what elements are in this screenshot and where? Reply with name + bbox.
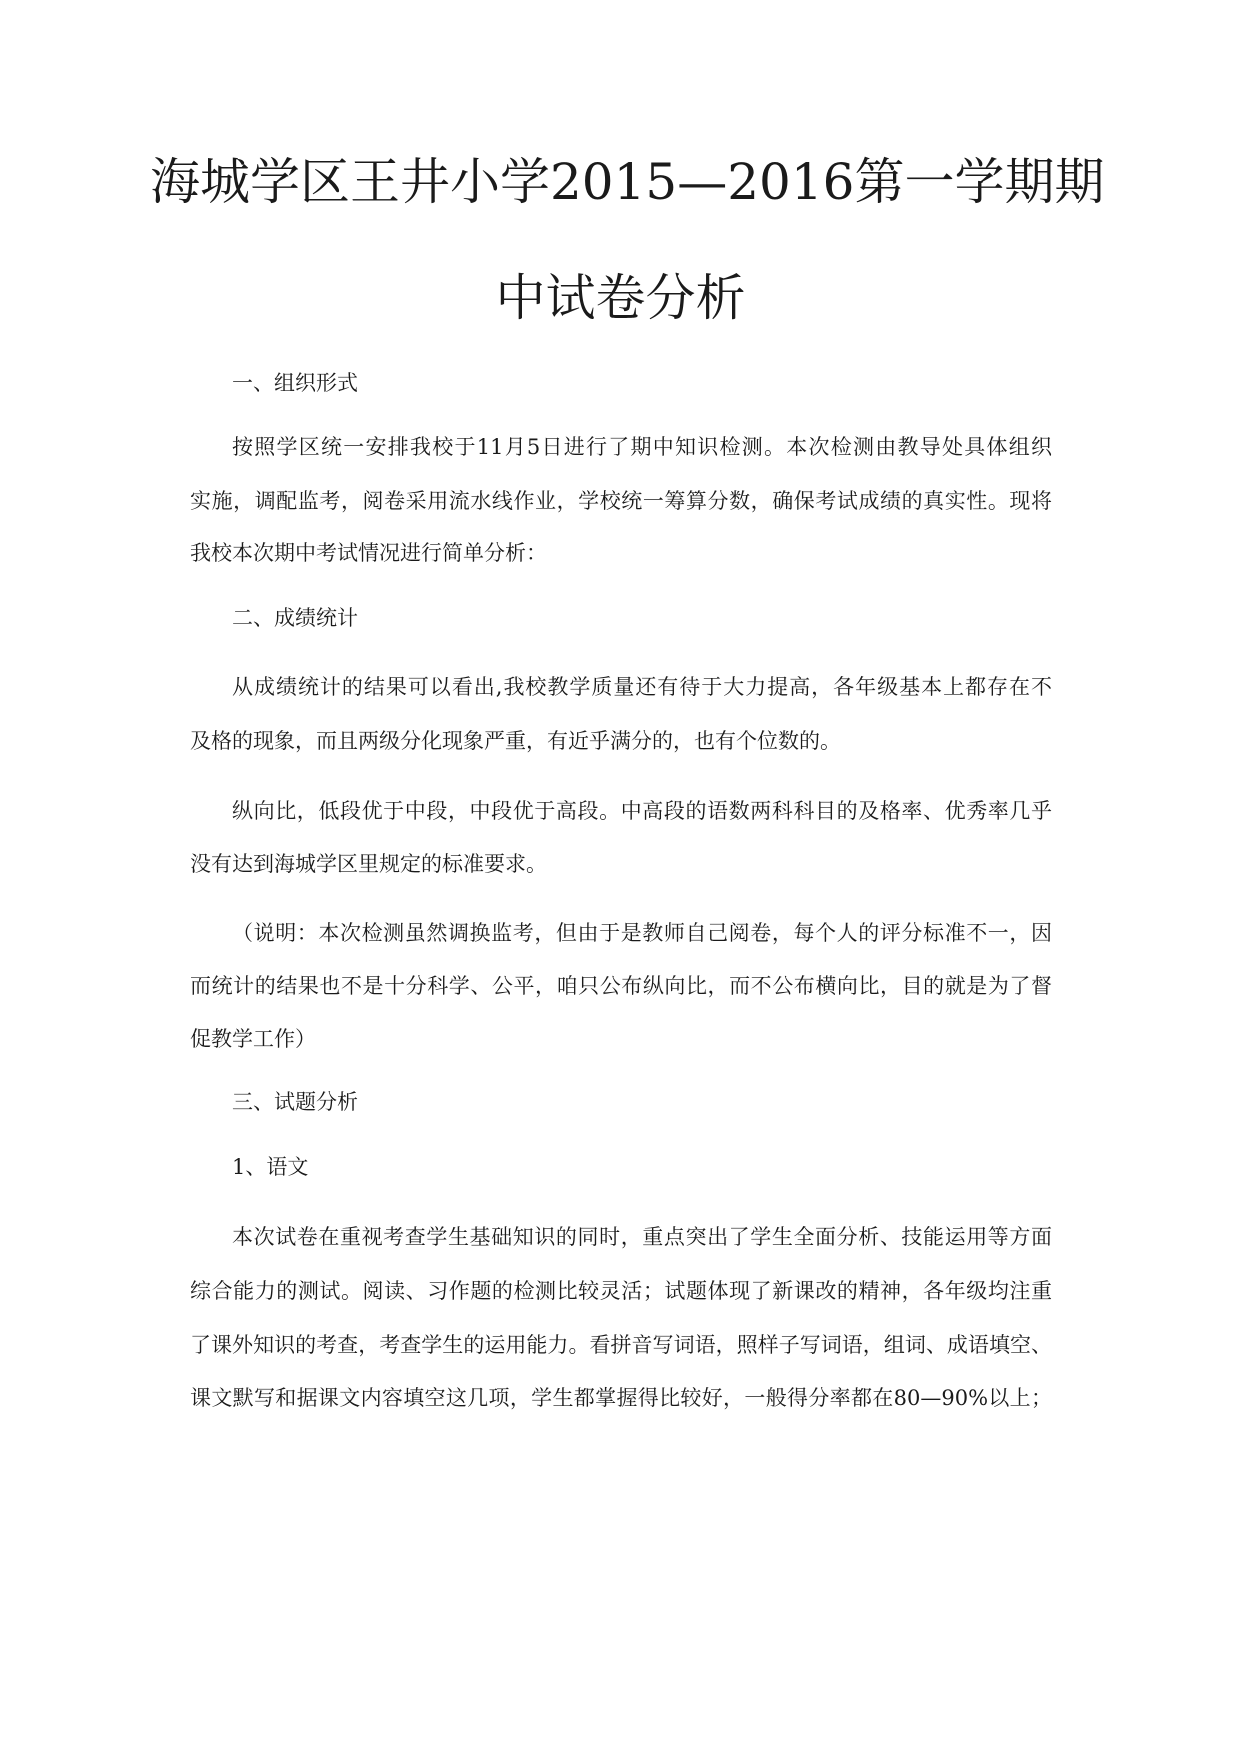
paragraph-line: 我校本次期中考试情况进行简单分析： [190, 541, 547, 565]
paragraph-line: 没有达到海城学区里规定的标准要求。 [190, 852, 547, 876]
paragraph-line: 了课外知识的考查，考查学生的运用能力。看拼音写词语，照样子写词语，组词、成语填空、 [190, 1333, 1052, 1357]
paragraph-line: 综合能力的测试。阅读、习作题的检测比较灵活；试题体现了新课改的精神，各年级均注重 [190, 1279, 1052, 1303]
note-line: 促教学工作） [190, 1027, 316, 1051]
document-title-line-2: 中试卷分析 [495, 269, 746, 327]
section-heading-organization: 一、组织形式 [232, 371, 358, 395]
note-line: 而统计的结果也不是十分科学、公平，咱只公布纵向比，而不公布横向比，目的就是为了督 [190, 974, 1052, 998]
paragraph-line: 实施，调配监考，阅卷采用流水线作业，学校统一筹算分数，确保考试成绩的真实性。现将 [190, 489, 1052, 513]
section-heading-statistics: 二、成绩统计 [232, 606, 358, 630]
paragraph-line: 从成绩统计的结果可以看出,我校教学质量还有待于大力提高，各年级基本上都存在不 [232, 675, 1052, 699]
paragraph-line: 本次试卷在重视考查学生基础知识的同时，重点突出了学生全面分析、技能运用等方面 [232, 1225, 1052, 1249]
paragraph-line: 纵向比，低段优于中段，中段优于高段。中高段的语数两科科目的及格率、优秀率几乎 [232, 799, 1052, 823]
note-line: （说明：本次检测虽然调换监考，但由于是教师自己阅卷，每个人的评分标准不一，因 [232, 921, 1052, 945]
document-title-line-1: 海城学区王井小学2015—2016第一学期期 [150, 153, 1105, 211]
paragraph-line: 及格的现象，而且两级分化现象严重，有近乎满分的，也有个位数的。 [190, 729, 841, 753]
paragraph-line: 课文默写和据课文内容填空这几项，学生都掌握得比较好，一般得分率都在80—90%以上； [190, 1386, 1052, 1410]
paragraph-line: 按照学区统一安排我校于11月5日进行了期中知识检测。本次检测由教导处具体组织 [232, 435, 1052, 459]
subsection-heading-chinese: 1、语文 [232, 1155, 309, 1179]
section-heading-analysis: 三、试题分析 [232, 1090, 358, 1114]
